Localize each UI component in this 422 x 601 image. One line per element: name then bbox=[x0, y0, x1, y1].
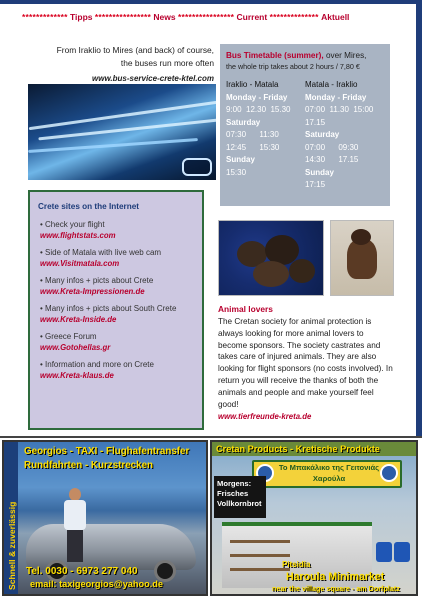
bread-blackboard bbox=[214, 476, 266, 518]
animal-text: The Cretan society for animal protection is always looking for more animal lovers to become sponsors. The society castrates and takes care of injured animals. They are also looking for flight sponsors (no costs involved). In return you will receive the thanks of both the animals and people and make yourself feel good! bbox=[218, 317, 393, 409]
headline-current: Current bbox=[236, 12, 268, 22]
saturday-times: 12:45 15:30 bbox=[226, 142, 280, 152]
crete-sites-box bbox=[28, 190, 204, 430]
star-separator: ************** bbox=[269, 12, 319, 22]
headline-aktuell: Aktuell bbox=[321, 12, 350, 22]
highway-night-photo bbox=[28, 84, 216, 180]
sign-line: Το Μπακάλικο της Γειτονιάς bbox=[278, 463, 380, 472]
shop-sign-text bbox=[264, 462, 394, 484]
taxi-phone[interactable]: Tel. 0030 - 6973 277 040 bbox=[26, 566, 138, 577]
list-item bbox=[40, 247, 196, 269]
bus-service-link[interactable]: www.bus-service-crete-ktel.com bbox=[92, 74, 214, 83]
headline-tipps: Tipps bbox=[69, 12, 93, 22]
bus-intro-line: From Iraklio to Mires (and back) of course, bbox=[56, 45, 214, 55]
timetable-column-iraklio-matala bbox=[226, 79, 305, 192]
shop-headline: Cretan Products - Kretische Produkte bbox=[216, 444, 380, 454]
car-silhouette bbox=[182, 158, 212, 176]
saturday-label: Saturday bbox=[305, 130, 340, 139]
gas-bottle bbox=[394, 542, 410, 562]
dog-photo bbox=[330, 220, 394, 296]
section-headline bbox=[22, 12, 410, 24]
timetable-subtitle: the whole trip takes about 2 hours / 7,80 € bbox=[226, 62, 360, 71]
taxi-subheadline: Rundfahrten - Kurzstrecken bbox=[24, 460, 154, 471]
shop-name: Haroula Minimarket bbox=[286, 571, 385, 583]
sunday-label: Sunday bbox=[305, 167, 334, 177]
sites-title: Crete sites on the Internet bbox=[38, 202, 140, 211]
gas-bottle bbox=[376, 542, 392, 562]
top-strip bbox=[0, 0, 422, 4]
saturday-label: Saturday bbox=[226, 117, 261, 127]
site-link[interactable]: www.Kreta-Impressionen.de bbox=[40, 287, 145, 296]
driver-legs bbox=[67, 530, 83, 562]
animal-lovers-article bbox=[218, 304, 394, 421]
star-separator: **************** bbox=[94, 12, 152, 22]
side-banner-text: Schnell & zuverlässig bbox=[7, 501, 17, 590]
route-label: Iraklio - Matala bbox=[226, 80, 279, 89]
puppy bbox=[289, 259, 315, 283]
site-link[interactable]: www.flightstats.com bbox=[40, 231, 116, 240]
light-streak bbox=[29, 101, 216, 130]
light-streak bbox=[28, 138, 198, 153]
site-link[interactable]: www.Visitmatala.com bbox=[40, 259, 120, 268]
site-description: • Side of Matala with live web cam bbox=[40, 248, 162, 257]
shelf bbox=[230, 568, 290, 571]
site-description: • Many infos + picts about South Crete bbox=[40, 304, 177, 313]
bus-intro bbox=[28, 44, 214, 85]
list-item bbox=[40, 331, 196, 353]
shelf bbox=[230, 554, 290, 557]
list-item bbox=[40, 219, 196, 241]
site-description: • Many infos + picts about Crete bbox=[40, 276, 154, 285]
sunday-times: 17:15 bbox=[305, 180, 326, 189]
shelf bbox=[230, 540, 290, 543]
taxi-email[interactable]: email: taxigeorgios@yahoo.de bbox=[30, 579, 164, 589]
timetable-column-matala-iraklio bbox=[305, 79, 384, 192]
weekday-times: 17.15 bbox=[305, 117, 326, 127]
saturday-times: 07:30 11:30 bbox=[226, 130, 279, 139]
timetable-title: Bus Timetable (summer), bbox=[226, 51, 324, 60]
site-link[interactable]: www.Gotohellas.gr bbox=[40, 343, 111, 352]
driver-shirt bbox=[64, 500, 86, 530]
saturday-times: 07:00 09:30 bbox=[305, 142, 359, 152]
board-line: Vollkornbrot bbox=[217, 499, 262, 508]
bus-intro-line: the buses run more often bbox=[120, 58, 214, 68]
taxi-headline: Georgios - TAXI - Flughafentransfer bbox=[24, 446, 190, 457]
sunday-times: 15:30 bbox=[226, 167, 247, 177]
driver-figure bbox=[62, 488, 88, 562]
route-label: Matala - Iraklio bbox=[305, 80, 358, 89]
dog-head bbox=[351, 229, 371, 245]
list-item bbox=[40, 303, 196, 325]
sunday-label: Sunday bbox=[226, 155, 255, 164]
list-item bbox=[40, 275, 196, 297]
animal-link[interactable]: www.tierfreunde-kreta.de bbox=[218, 412, 312, 422]
site-description: • Information and more on Crete bbox=[40, 360, 154, 369]
board-line: Morgens: bbox=[217, 479, 252, 488]
bus-timetable bbox=[220, 44, 390, 206]
puppies-photo bbox=[218, 220, 324, 296]
dog-body bbox=[347, 239, 377, 279]
site-link[interactable]: www.Kreta-klaus.de bbox=[40, 371, 114, 380]
star-separator: **************** bbox=[177, 12, 235, 22]
side-banner bbox=[4, 442, 18, 594]
minimarket-advertisement bbox=[210, 440, 418, 596]
list-item bbox=[40, 359, 196, 381]
sign-line: Χαρούλα bbox=[312, 474, 346, 483]
headline-news: News bbox=[153, 12, 176, 22]
ads-divider bbox=[0, 436, 422, 438]
site-description: • Greece Forum bbox=[40, 332, 97, 341]
taxi-advertisement bbox=[2, 440, 208, 596]
saturday-times: 14:30 17.15 bbox=[305, 155, 359, 164]
site-link[interactable]: www.Kreta-Inside.de bbox=[40, 315, 117, 324]
right-edge-bar bbox=[416, 0, 422, 438]
animal-title: Animal lovers bbox=[218, 304, 273, 314]
shop-location: near the village square - am Dorfplatz bbox=[272, 584, 400, 593]
board-line: Frisches bbox=[217, 489, 249, 498]
star-separator: ************* bbox=[22, 12, 68, 22]
weekday-times: 9:00 12.30 15.30 bbox=[226, 105, 291, 114]
site-description: • Check your flight bbox=[40, 220, 105, 229]
weekday-times: 07:00 11.30 15:00 bbox=[305, 105, 374, 114]
shop-village: Pitsidia bbox=[282, 560, 311, 569]
weekday-label: Monday - Friday bbox=[226, 92, 288, 102]
weekday-label: Monday - Friday bbox=[305, 92, 367, 102]
puppy bbox=[253, 261, 289, 287]
timetable-title-rest: over Mires, bbox=[325, 51, 367, 60]
